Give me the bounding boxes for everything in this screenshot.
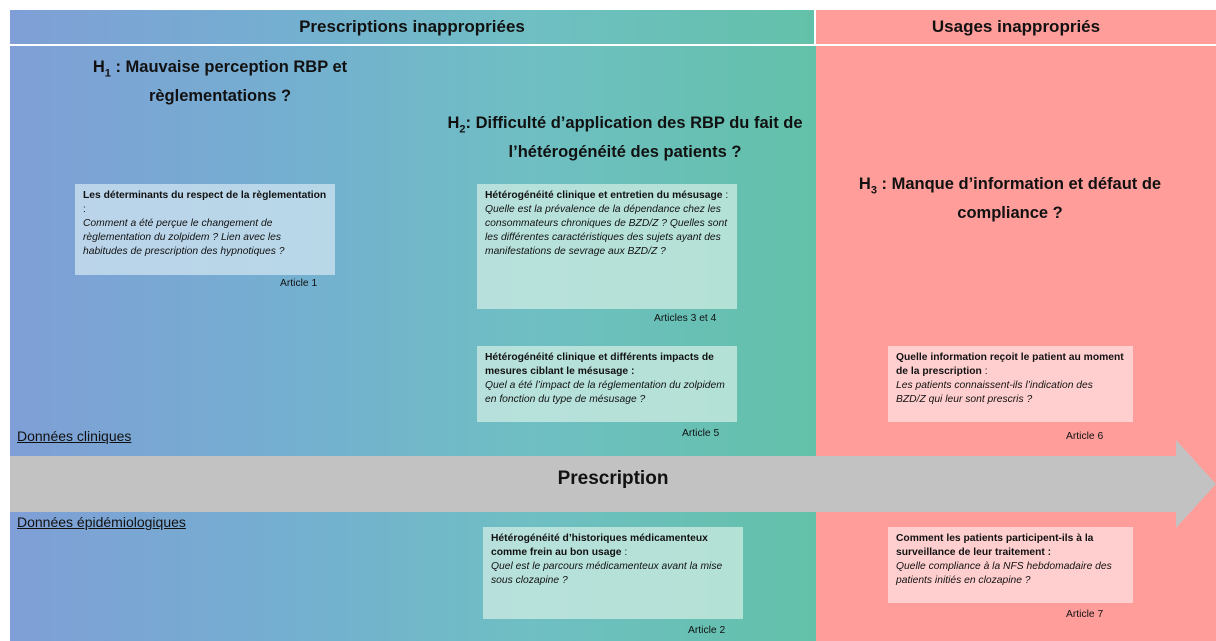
article-label-2: Article 2	[688, 625, 726, 636]
box-historiques-medicamenteux: Hétérogénéité d’historiques médicamenteux comme frein au bon usage : Quel est le parcours médicamenteux avant la mise sous clozapine ?	[483, 527, 743, 619]
article-label-6: Article 6	[1066, 431, 1104, 442]
box-heterogeneite-entretien: Hétérogénéité clinique et entretien du mésusage : Quelle est la prévalence de la dépendance chez les consommateurs chroniques de BZD/Z ? Quelles sont les différentes caractéristiques des sujets ayant des manifestations de sevrage aux BZD/Z ?	[477, 184, 737, 309]
article-label-7: Article 7	[1066, 609, 1104, 620]
article-label-3-4: Articles 3 et 4	[654, 313, 717, 324]
prescription-label: Prescription	[557, 468, 669, 489]
article-label-5: Article 5	[682, 428, 720, 439]
box-information-patient: Quelle information reçoit le patient au moment de la prescription : Les patients connaissent-ils l’indication des BZD/Z qui leur sont prescris ?	[888, 346, 1133, 422]
box-surveillance-traitement: Comment les patients participent-ils à la surveillance de leur traitement : Quelle compliance à la NFS hebdomadaire des patients initiés en clozapine ?	[888, 527, 1133, 603]
section-donnees-epidemiologiques: Données épidémiologiques	[17, 514, 186, 530]
section-donnees-cliniques: Données cliniques	[17, 428, 132, 444]
box-heterogeneite-impacts: Hétérogénéité clinique et différents impacts de mesures ciblant le mésusage : Quel a été l’impact de la réglementation du zolpidem en fonction du type de mésusage ?	[477, 346, 737, 422]
header-separator	[814, 10, 816, 44]
hypothesis-h2: $H_2$: Difficulté d’application des RBP du fait de l’hétérogénéité des patients ?	[447, 114, 803, 162]
hypothesis-h3: $H_3$ : Manque d’information et défaut de compliance ?	[858, 175, 1162, 223]
box-determinants: Les déterminants du respect de la règlementation : Comment a été perçue le changement de règlementation du zolpidem ? Lien avec les habitudes de prescription des hypnotiques ?	[75, 184, 335, 275]
header-divider	[10, 44, 1216, 46]
header-usages: Usages inappropriés	[816, 10, 1216, 44]
hypothesis-h1: $H_1$ : Mauvaise perception RBP et règlementations ?	[92, 58, 348, 106]
header-prescriptions: Prescriptions inappropriées	[10, 10, 814, 44]
article-label-1: Article 1	[280, 278, 318, 289]
